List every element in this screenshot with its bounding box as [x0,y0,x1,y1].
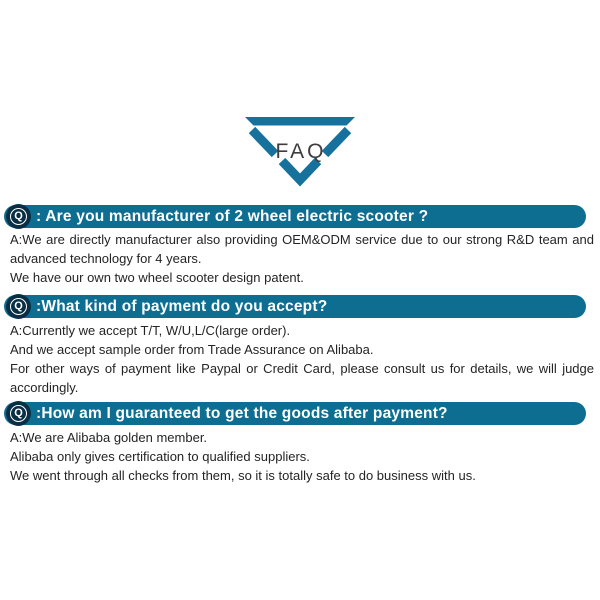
q-badge-letter: Q [14,407,23,419]
q-badge-icon [6,401,31,426]
answer-paragraph: A:Currently we accept T/T, W/U,L/C(large order). [10,323,291,338]
question-text-3: :How am I guaranteed to get the goods after payment? [36,404,448,422]
logo-top-bar [245,117,355,126]
q-badge-letter: Q [14,300,23,312]
q-badge-ring [10,208,27,225]
question-text-2: :What kind of payment do you accept? [36,297,328,315]
answer-block-1 [10,230,594,287]
q-badge-letter: Q [14,210,23,222]
answer-block-3 [10,428,594,485]
question-text-1: : Are you manufacturer of 2 wheel electric scooter ? [36,207,429,225]
faq-logo-triangle [235,108,365,188]
faq-logo [235,108,365,188]
answer-paragraph: For other ways of payment like Paypal or Credit Card, please consult us for details, we will judge accordingly. [10,361,594,395]
q-badge-icon [6,294,31,319]
answer-paragraph: And we accept sample order from Trade Assurance on Alibaba. [10,342,374,357]
q-badge-ring [10,298,27,315]
question-bar-3 [4,402,586,425]
question-bar-2 [4,295,586,318]
logo-left-stroke [252,130,275,154]
logo-chevron-down-icon [282,161,318,180]
answer-paragraph: A:We are Alibaba golden member. [10,430,208,445]
q-badge-ring [10,405,27,422]
answer-paragraph: We have our own two wheel scooter design patent. [10,270,304,285]
answer-block-2 [10,321,594,397]
answer-paragraph: We went through all checks from them, so it is totally safe to do business with us. [10,468,476,483]
logo-right-stroke [325,130,348,154]
answer-paragraph: A:We are directly manufacturer also providing OEM&ODM service due to our strong R&D team and advanced technology for 4 years. [10,232,594,266]
q-badge-icon [6,204,31,229]
faq-logo-text: FAQ [275,140,327,163]
answer-paragraph: Alibaba only gives certification to qualified suppliers. [10,449,310,464]
question-bar-1 [4,205,586,228]
